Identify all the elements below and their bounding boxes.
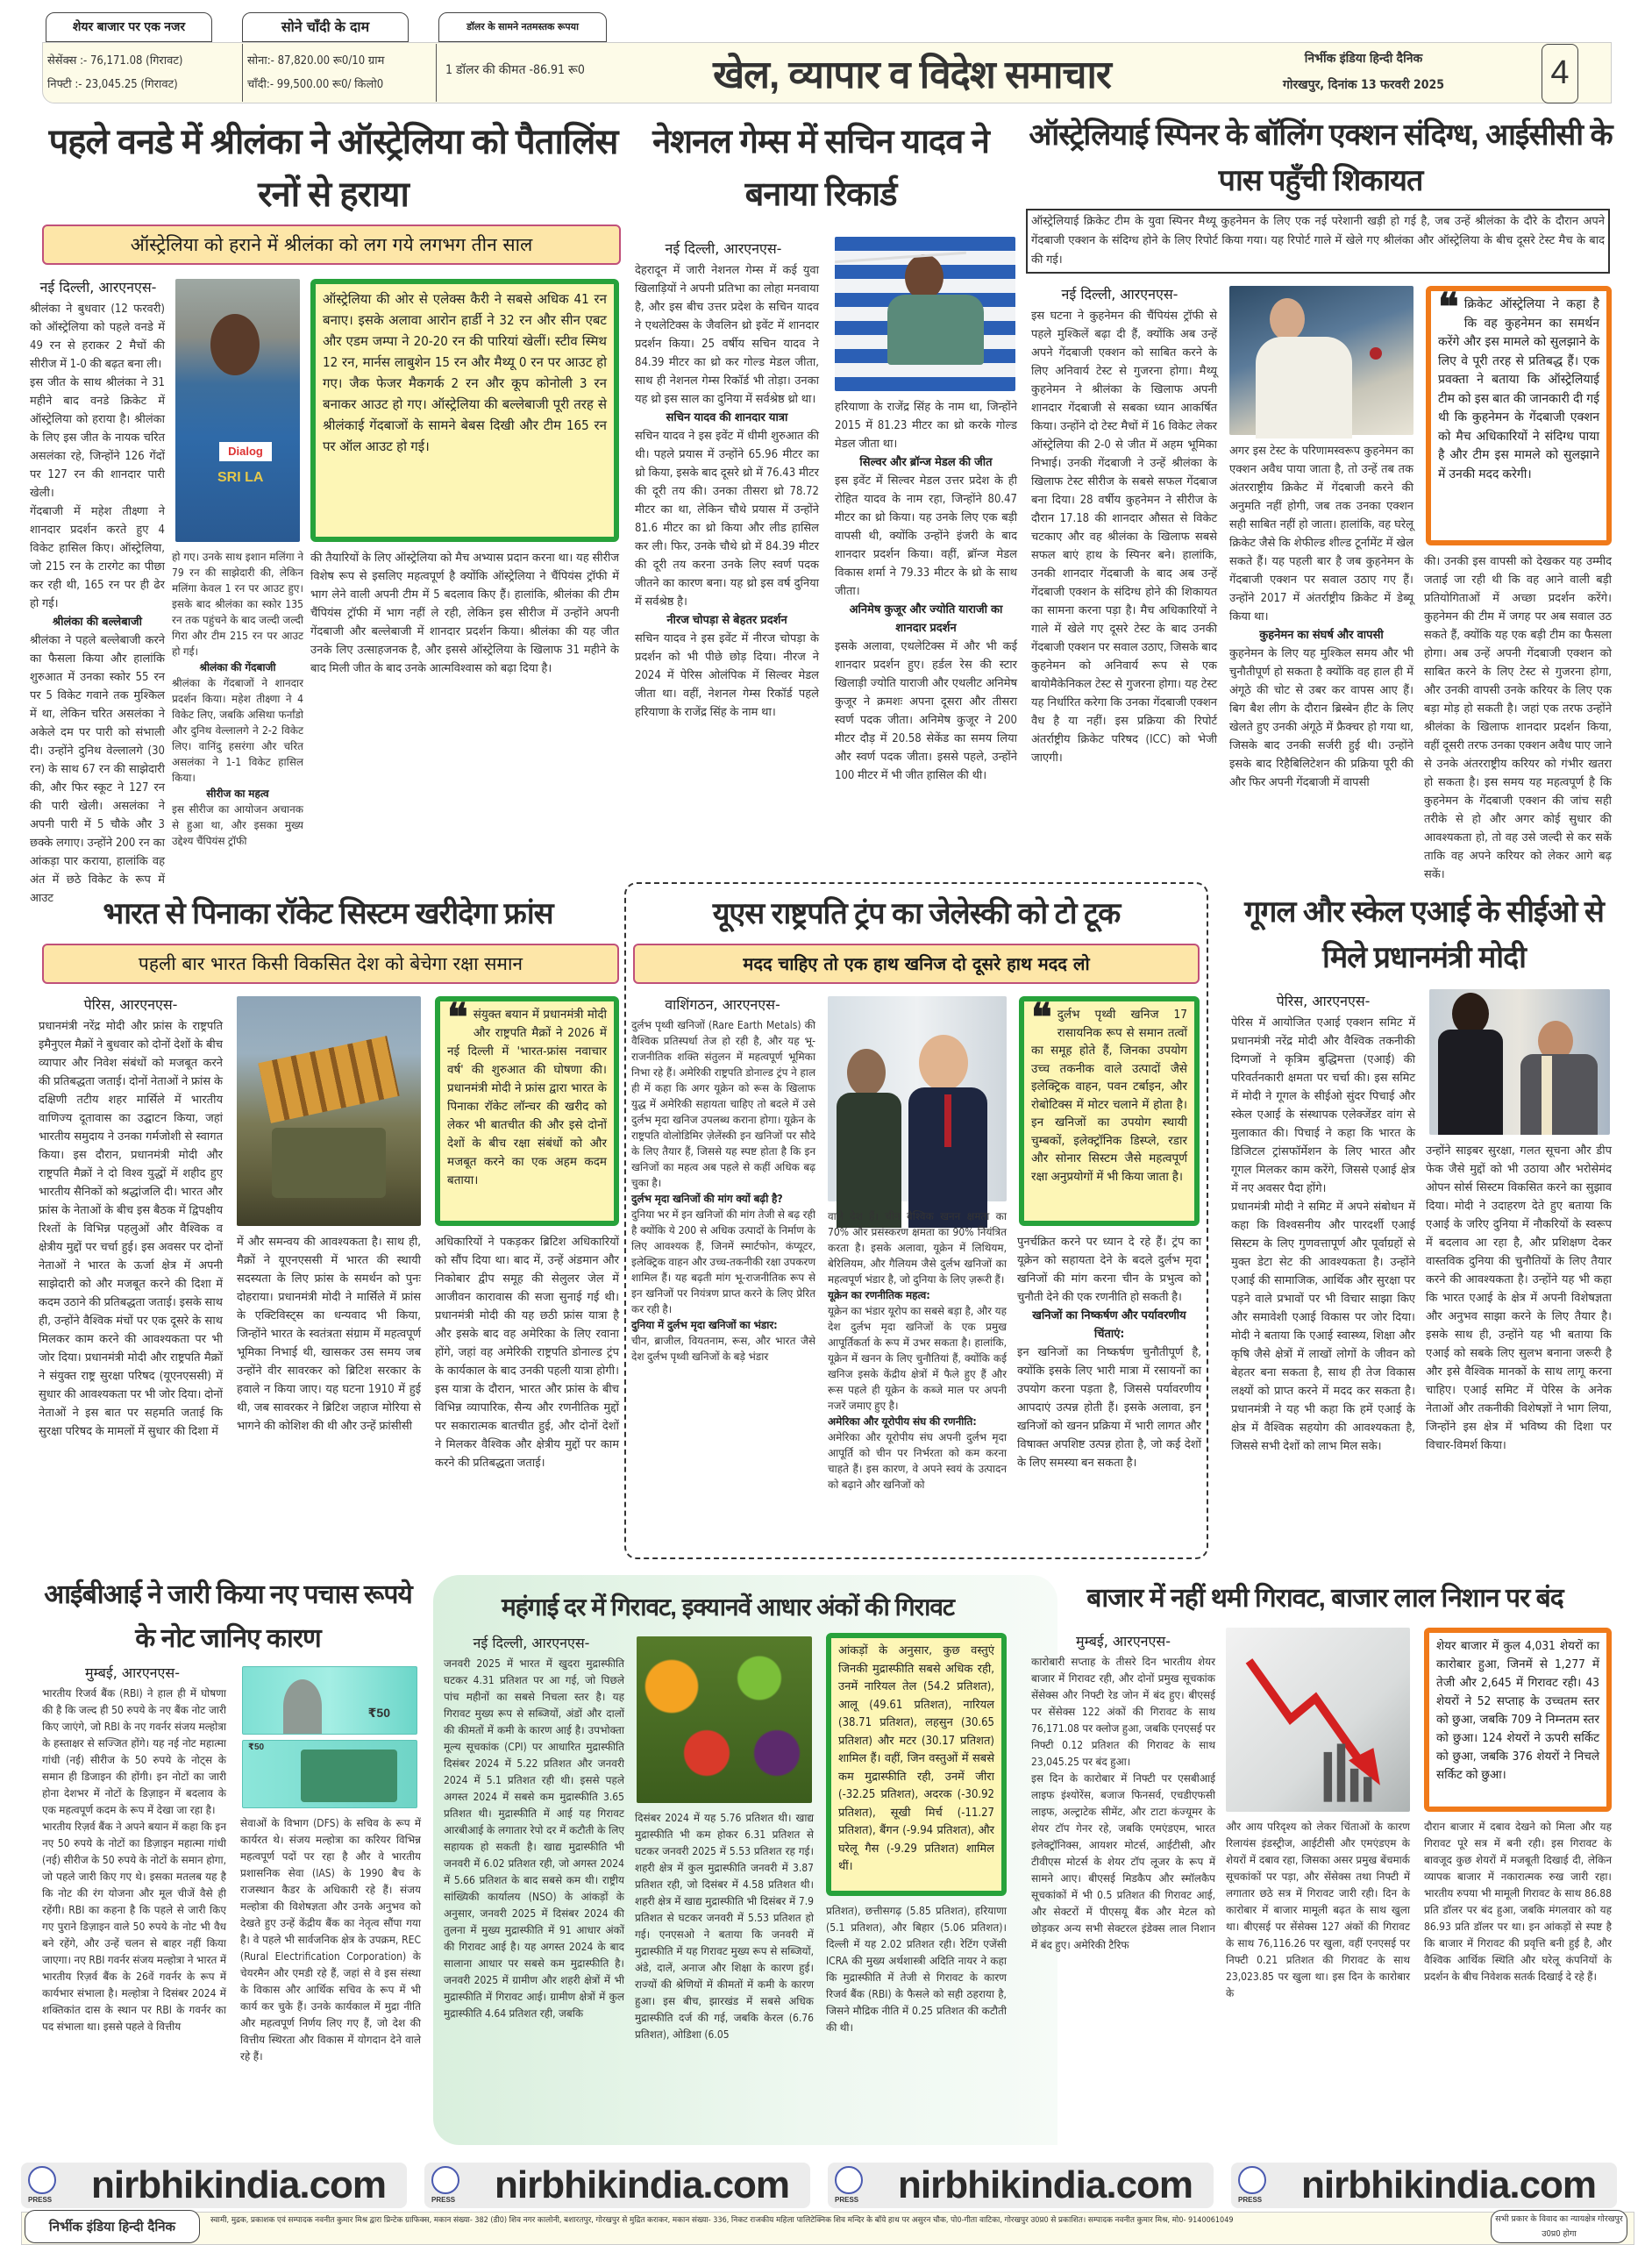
photo-50-note-back: ₹50 xyxy=(242,1740,417,1808)
paragraph: देहरादून में जारी नेशनल गेम्स में कई युवा खिलाड़ियों ने अपनी प्रतिभा का लोहा मनवाया है, और इस बीच उत्तर प्रदेश के सचिन यादव ने एथलेटिक्स के जैवलिन थ्रो इवेंट में शानदार प्रदर्शन किया। 25 वर्षीय सचिन यादव ने 84.39 मीटर का थ्रो कर गोल्ड मेडल जीता, साथ ही नेशनल गेम्स रिकॉर्ड भी तोड़ा। उनका यह थ्रो इस साल का दुनिया में सर्वश्रेष्ठ थ्रो था। xyxy=(635,264,819,406)
subheading: खनिजों का निष्कर्षण और पर्यावरणीय चिंताएं: xyxy=(1032,1309,1186,1341)
photo-50-note-front: ₹50 xyxy=(242,1666,417,1735)
story8-col1: जनवरी 2025 में भारत में खुदरा मुद्रास्फीति घटकर 4.31 प्रतिशत पर आ गई, जो पिछले पांच महीनों का सबसे निचला स्तर है। यह गिरावट मुख्य रूप से सब्जियों, अंडों और दालों की कीमतों में कमी के कारण आई है। उपभोक्ता मूल्य सूचकांक (CPI) पर आधारित मुद्रास्फीति दिसंबर 2024 में 5.22 प्रतिशत और जनवरी 2024 में 5.1 प्रतिशत रही थी। इससे पहले अगस्त 2024 में सबसे कम मुद्रास्फीति 3.65 प्रतिशत थी। मुद्रास्फीति में आई यह गिरावट आरबीआई के लगातार रेपो दर में कटौती के लिए सहायक हो सकती है। खाद्य मुद्रास्फीति भी जनवरी में 6.02 प्रतिशत रही, जो अगस्त 2024 में 5.66 प्रतिशत के बाद सबसे कम थी। राष्ट्रीय सांख्यिकी कार्यालय (NSO) के आंकड़ों के अनुसार, जनवरी 2025 में दिसंबर 2024 की तुलना में मुख्य मुद्रास्फीति में 91 आधार अंकों की गिरावट आई है। यह अगस्त 2024 के बाद सालाना आधार पर सबसे कम मुद्रास्फीति है। जनवरी 2025 में ग्रामीण और शहरी क्षेत्रों में भी मुद्रास्फीति में गिरावट आई। ग्रामीण क्षेत्रों में कुल मुद्रास्फीति 4.64 प्रतिशत रही, जबकि xyxy=(444,1657,624,2020)
quote-icon: ❝ xyxy=(1438,285,1459,330)
paragraph: इस सीरीज का आयोजन अचानक से हुआ था, और इसका मुख्य उद्देश्य चैंपियंस ट्रॉफी xyxy=(172,803,303,847)
subheading: श्रीलंका की गेंदबाजी xyxy=(199,661,276,674)
press-label: PRESS xyxy=(835,2196,859,2204)
paragraph: दुर्लभ पृथ्वी खनिजों (Rare Earth Metals) की वैश्विक प्रतिस्पर्धा तेज हो रही है, और यह भू-राजनीतिक शक्ति संतुलन में महत्वपूर्ण भूमिका निभा रहे हैं। अमेरिकी राष्ट्रपति डोनाल्ड ट्रंप ने हाल ही में कहा कि अगर यूक्रेन को रूस के खिलाफ युद्ध में अमेरिकी सहायता चाहिए तो बदले में उसे दुर्लभ मृदा खनिज उपलब्ध कराना होगा। यूक्रेन के राष्ट्रपति वोलोडिमिर ज़ेलेंस्की इन खनिजों पर सौदे के लिए तैयार हैं, जिससे यह स्पष्ट होता है कि इन खनिजों का महत्व अब पहले से कहीं अधिक बढ़ चुका है। xyxy=(631,1019,815,1189)
paragraph: इस दिन के कारोबार में निफ्टी पर एसबीआई लाइफ इंश्योरेंस, बजाज फिनसर्व, एचडीएफसी लाइफ, अल्ट्राटेक सीमेंट, और टाटा कंज्यूमर के शेयर टॉप गेनर रहे, जबकि एमएंडएम, भारत इलेक्ट्रॉनिक्स, आयशर मोटर्स, आईटीसी, और टीवीएस मोटर्स के शेयर टॉप लूजर के रूप में सामने आए। बीएसई मिडकैप और स्मॉलकैप सूचकांकों में भी 0.5 प्रतिशत की गिरावट आई, और सेक्टरों में पीएसयू बैंक और मेटल को छोड़कर अन्य सभी सेक्टरल इंडेक्स लाल निशान में बंद हुए। अमेरिकी टैरिफ xyxy=(1031,1772,1215,1951)
paragraph: सचिन यादव ने इस इवेंट में नीरज चोपड़ा के प्रदर्शन को भी पीछे छोड़ दिया। नीरज ने 2024 में पेरिस ओलंपिक में सिल्वर मेडल जीता था। वहीं, नेशनल गेम्स रिकॉर्ड पहले हरियाणा के राजेंद्र सिंह के नाम था। xyxy=(635,632,819,719)
nifty-value: निफ्टी :- 23,045.25 (गिरावट) xyxy=(47,78,178,91)
paragraph: अमेरिका और यूरोपीय संघ अपनी दुर्लभ मृदा आपूर्ति को चीन पर निर्भरता को कम करना चाहते हैं। इस कारण, वे अपने स्वयं के उत्पादन को बढ़ाने और खनिजों को xyxy=(828,1431,1007,1491)
story5-kicker: मदद चाहिए तो एक हाथ खनिज दो दूसरे हाथ मदद लो xyxy=(633,944,1200,984)
paragraph: पेरिस में आयोजित एआई एक्शन समिट में प्रधानमंत्री नरेंद्र मोदी और वैश्विक तकनीकी दिग्गजों ने कृत्रिम बुद्धिमत्ता (एआई) की परिवर्तनकारी क्षमता पर चर्चा की। इस समिट में मोदी ने गूगल के सीईओ सुंदर पिचाई और स्केल एआई के संस्थापक एलेक्जेंडर वांग से मुलाकात की। पिचाई ने कहा कि भारत के डिजिटल ट्रांसफॉर्मेशन के लिए भारत और गूगल मिलकर काम करेंगे, जिससे एआई क्षेत्र में नए अवसर पैदा होंगे। xyxy=(1231,1016,1415,1195)
subheading: श्रीलंका की बल्लेबाजी xyxy=(52,616,143,629)
story9-col3: दौरान बाजार में दबाव देखने को मिला और यह गिरावट पूरे सत्र में बनी रही। इस गिरावट के बावजूद कुछ शेयरों में मजबूती दिखाई दी, लेकिन व्यापक बाजार में नकारात्मक रुख जारी रहा। भारतीय रुपया भी मामूली गिरावट के साथ 86.88 प्रति डॉलर पर बंद हुआ, जबकि मंगलवार को यह 86.93 प्रति डॉलर पर था। इन आंकड़ों से स्पष्ट है कि बाजार में गिरावट की प्रवृत्ति बनी हुई है, और वैश्विक आर्थिक स्थिति और घरेलू कंपनियों के प्रदर्शन के बीच निवेशक सतर्क दिखाई दे रहे हैं। xyxy=(1424,1821,1612,1983)
callout-text: संयुक्त बयान में प्रधानमंत्री मोदी और राष्ट्रपति मैक्रों ने 2026 में नई दिल्ली में 'भारत-फ्रांस नवाचार वर्ष' की शुरुआत की घोषणा की। प्रधानमंत्री मोदी ने फ्रांस द्वारा भारत के पिनाका रॉकेट लॉन्चर की खरीद को लेकर भी बातचीत की और इसे दोनों देशों के बीच रक्षा संबंधों को और मजबूत करने का एक अहम कदम बताया। xyxy=(447,1008,607,1187)
silver-price: चाँदी:- 99,500.00 रू0/ किलो0 xyxy=(247,78,384,91)
paragraph: भारतीय रिजर्व बैंक (RBI) ने हाल ही में घोषणा की है कि जल्द ही 50 रुपये के नए बैंक नोट जारी किए जाएंगे, जो RBI के नए गवर्नर संजय मल्होत्रा के हस्ताक्षर से सज्जित होंगे। यह नई नोट महात्मा गांधी (नई) सीरीज के 50 रुपये के नोट्स के समान ही डिजाइन की होंगी। इन नोटों का जारी होना देशभर में नोटों के डिज़ाइन में बदलाव के एक महत्वपूर्ण कदम के रूप में देखा जा रहा है। xyxy=(42,1687,226,1816)
down-trend-arrow-icon xyxy=(1226,1628,1410,1812)
jurisdiction-note: सभी प्रकार के विवाद का न्यायक्षेत्र गोरखपुर उ0प्र0 होगा xyxy=(1491,2210,1627,2243)
story5-dateline: वाशिंगठन, आरएनएस- xyxy=(665,996,780,1013)
story3-headline: ऑस्ट्रेलियाई स्पिनर के बॉलिंग एक्शन संदिग्ध, आईसीसी के पास पहुँची शिकायत xyxy=(1029,118,1613,197)
press-logo-icon xyxy=(431,2166,459,2194)
subheading: नीरज चोपड़ा से बेहतर प्रदर्शन xyxy=(666,614,787,627)
story8-col2: दिसंबर 2024 में यह 5.76 प्रतिशत थी। खाद्य मुद्रास्फीति भी कम होकर 6.31 प्रतिशत से घटकर जनवरी 2025 में 5.53 प्रतिशत रह गई। शहरी क्षेत्र में कुल मुद्रास्फीति जनवरी में 3.87 प्रतिशत रही, जो दिसंबर में 4.58 प्रतिशत थी। शहरी क्षेत्र में खाद्य मुद्रास्फीति भी दिसंबर में 7.9 प्रतिशत से घटकर जनवरी में 5.53 प्रतिशत हो गई। एनएसओ ने बताया कि जनवरी में मुद्रास्फीति में यह गिरावट मुख्य रूप से सब्जियों, अंडे, दालें, अनाज और शिक्षा के कारण हुई। राज्यों की श्रेणियों में कीमतों में कमी के कारण हुआ। इस बीच, झारखंड में सबसे अधिक मुद्रास्फीति दर्ज की गई, जबकि केरल (6.76 प्रतिशत), ओडिशा (6.05 xyxy=(635,1812,814,2041)
story6-headline: गूगल और स्केल एआई के सीईओ से मिले प्रधानमंत्री मोदी xyxy=(1244,895,1604,974)
dollar-price: 1 डॉलर की कीमत -86.91 रू0 xyxy=(445,63,585,77)
paragraph: पुनर्चक्रित करने पर ध्यान दे रहे हैं। ट्रंप का यूक्रेन को सहायता देने के बदले दुर्लभ मृदा खनिजों की मांग करना चीन के प्रभुत्व को चुनौती देने की एक रणनीति हो सकती है। xyxy=(1017,1236,1201,1304)
story9-callout: शेयर बाजार में कुल 4,031 शेयरों का कारोबार हुआ, जिनमें से 1,277 में तेजी और 2,645 में गिरावट रही। 43 शेयरों ने 52 सप्ताह के उच्चतम स्तर को छुआ, जबकि 709 ने निम्नतम स्तर को छुआ। 124 शेयरों ने ऊपरी सर्किट को छुआ, जबकि 376 शेयरों ने निचले सर्किट को छुआ। xyxy=(1424,1628,1612,1812)
section-title: खेल, व्यापार व विदेश समाचार xyxy=(713,53,1111,96)
paragraph: वाले देश हैं। चीन वैश्विक खनन क्षमता का 70% और प्रसंस्करण क्षमता का 90% नियंत्रित करता है। इसके अलावा, यूक्रेन में लिथियम, बेरिलियम, और गैलियम जैसे दुर्लभ खनिजों का महत्वपूर्ण भंडार है, जो दुनिया के लिए ज़रूरी हैं। xyxy=(828,1210,1007,1286)
sensex-value: सेसेंक्स :- 76,171.08 (गिरावट) xyxy=(47,54,183,68)
paragraph: प्रधानमंत्री मोदी ने समिट में अपने संबोधन में कहा कि विश्वसनीय और पारदर्शी एआई सिस्टम के लिए गुणवत्तापूर्ण और पूर्वाग्रहों से मुक्त डेटा सेट की आवश्यकता है। उन्होंने एआई की सामाजिक, आर्थिक और सुरक्षा पर पड़ने वाले प्रभावों पर भी विचार साझा किए और समावेशी एआई विकास पर जोर दिया। मोदी ने बताया कि एआई स्वास्थ्य, शिक्षा और कृषि जैसे क्षेत्रों में लाखों लोगों के जीवन को बेहतर बना सकता है, साथ ही तेज विकास लक्ष्यों को प्राप्त करने में मदद कर सकता है। प्रधानमंत्री ने यह भी कहा कि हमें एआई के क्षेत्र में वैश्विक सहयोग की आवश्यकता है, जिससे सभी देशों को लाभ मिल सके। xyxy=(1231,1201,1415,1453)
bullion-info xyxy=(247,49,431,96)
photo-modi-pichai xyxy=(1429,989,1610,1135)
gold-price: सोना:- 87,820.00 रू0/10 ग्राम xyxy=(247,54,385,68)
story6-col2: उन्होंने साइबर सुरक्षा, गलत सूचना और डीप फेक जैसे मुद्दों को भी उठाया और भरोसेमंद ओपन सोर्स सिस्टम विकसित करने का सुझाव दिया। मोदी ने उदाहरण देते हुए बताया कि एआई के जरिए दुनिया में नौकरियों के स्वरूप में बदलाव आ रहा है, और प्रशिक्षण देकर वास्तविक दुनिया की चुनौतियों के लिए तैयार करने की आवश्यकता है। उन्होंने यह भी कहा कि भारत एआई के क्षेत्र में अपनी विशेषज्ञता और अनुभव साझा करने के लिए तैयार है। इसके साथ ही, उन्होंने यह भी बताया कि एआई को सबके लिए सुलभ बनाना जरूरी है और इसे वैश्विक मानकों के साथ लागू करना चाहिए। एआई समिट में पेरिस के अनेक नेताओं और तकनीकी विशेषज्ञों ने भाग लिया, जिन्होंने इस क्षेत्र में भविष्य की दिशा पर विचार-विमर्श किया। xyxy=(1426,1144,1612,1452)
story8-headline: महंगाई दर में गिरावट, इक्यानवें आधार अंकों की गिरावट xyxy=(501,1593,955,1621)
press-logo-icon xyxy=(835,2166,863,2194)
story4-dateline: पेरिस, आरएनएस- xyxy=(83,996,178,1013)
story2-col1 xyxy=(635,261,819,861)
story8-dateline: नई दिल्ली, आरएनएस- xyxy=(473,1635,590,1651)
callout-text: दुर्लभ पृथ्वी खनिज 17 रासायनिक रूप से समान तत्वों का समूह होते हैं, जिनका उपयोग उच्च तकनीक वाले उत्पादों जैसे इलेक्ट्रिक वाहन, पवन टर्बाइन, और रोबोटिक्स में मोटर चलाने में होता है। इन खनिजों का उपयोग स्थायी चुम्बकों, इलेक्ट्रॉनिक डिस्प्ले, रडार और सोनार सिस्टम जैसे महत्वपूर्ण रक्षा अनुप्रयोगों में भी किया जाता है। xyxy=(1031,1008,1187,1184)
subheading: अनिमेष कुजूर और ज्योति याराजी का शानदार प्रदर्शन xyxy=(849,603,1003,635)
subheading: अमेरिका और यूरोपीय संघ की रणनीति: xyxy=(828,1415,977,1428)
story4-col3: अधिकारियों ने पकड़कर ब्रिटिश अधिकारियों को सौंप दिया था। बाद में, उन्हें अंडमान और निकोबार द्वीप समूह की सेलुलर जेल में आजीवन कारावास की सजा सुनाई गई थी। प्रधानमंत्री मोदी की यह छठी फ्रांस यात्रा है और इसके बाद वह अमेरिका के लिए रवाना होंगे, जहां वह अमेरिकी राष्ट्रपति डोनाल्ड ट्रंप के कार्यकाल के बाद उनकी पहली यात्रा होगी। इस यात्रा के दौरान, भारत और फ्रांस के बीच विभिन्न व्यापारिक, सैन्य और रणनीतिक मुद्दों पर सकारात्मक बातचीत हुई, और दोनों देशों ने मिलकर वैश्विक और क्षेत्रीय मुद्दों पर काम करने की प्रतिबद्धता जताई। xyxy=(435,1236,619,1470)
story1-col3: की तैयारियों के लिए ऑस्ट्रेलिया को मैच अभ्यास प्रदान करना था। यह सीरीज विशेष रूप से इसलिए महत्वपूर्ण है क्योंकि ऑस्ट्रेलिया ने चैंपियंस ट्रॉफी में भाग लेने वाली अपनी टीम में 5 बदलाव किए हैं। हालांकि, श्रीलंका की टीम चैंपियंस ट्रॉफी में भाग नहीं ले रही, लेकिन इस सीरीज में उन्होंने अपनी गेंदबाजी और बल्लेबाजी में शानदार प्रदर्शन किया। श्रीलंका की यह जीत उनके लिए उत्साहजनक है, और इससे ऑस्ट्रेलिया के खिलाफ 31 महीने के बाद मिली जीत के बाद उनके आत्मविश्वास को बढ़ा दिया है। xyxy=(310,552,619,675)
story9-headline: बाजार में नहीं थमी गिरावट, बाजार लाल निशान पर बंद xyxy=(1086,1584,1563,1613)
story1-dateline: नई दिल्ली, आरएनएस- xyxy=(39,279,157,296)
press-logo-icon xyxy=(1238,2166,1266,2194)
story2-col2 xyxy=(835,398,1017,861)
paragraph: श्रीलंका ने पहले बल्लेबाजी करने का फैसला किया और हालांकि शुरुआत में उनका स्कोर 55 रन पर 5 विकेट गवाने तक मुश्किल में था, लेकिन चरित असलंका ने अकेले दम पर पारी को संभाली दी। उन्होंने दुनिथ वेल्लालगे (30 रन) के साथ 67 रन की साझेदारी की, और फिर स्कूट ने 127 रन की पारी खेली। असलंका ने अपनी पारी में 5 चौके और 3 छक्के लगाए। उन्होंने 200 रन का आंकड़ा पार कराया, हालांकि वह अंत में छठे विकेट के रूप में आउट xyxy=(30,634,165,905)
story5-callout xyxy=(1019,996,1200,1226)
story4-headline: भारत से पिनाका रॉकेट सिस्टम खरीदेगा फ्रांस xyxy=(103,897,553,930)
paragraph: सचिन यादव ने इस इवेंट में धीमी शुरुआत की थी। पहले प्रयास में उन्होंने 65.96 मीटर का थ्रो किया, इसके बाद दूसरे थ्रो में 76.43 मीटर की दूरी तय की। उनका तीसरा थ्रो 78.72 मीटर का था, लेकिन चौथे प्रयास में उन्होंने 81.6 मीटर का थ्रो किया और लीड हासिल कर ली। फिर, उनके चौथे थ्रो में 84.39 मीटर की दूरी तय करना उनके लिए स्वर्ण पदक जीतने का कारण बना। यह थ्रो इस वर्ष दुनिया में सर्वश्रेष्ठ है। xyxy=(635,430,819,609)
callout-text: क्रिकेट ऑस्ट्रेलिया ने कहा है कि वह कुहनेमन का समर्थन करेंगे और इस मामले को सुलझाने के लिए वे पूरी तरह से प्रतिबद्ध हैं। एक प्रवक्ता ने बताया कि ऑस्ट्रेलियाई टीम को इस बात की जानकारी दी गई थी कि कुहनेमन के गेंदबाजी एक्शन को मैच अधिकारियों ने संदिग्ध पाया है और टीम इस मामले को सुलझाने में उनकी मदद करेगी। xyxy=(1438,297,1599,481)
divider xyxy=(242,44,243,102)
subheading: यूक्रेन का रणनीतिक महत्व: xyxy=(828,1289,930,1301)
press-label: PRESS xyxy=(28,2196,53,2204)
paragraph: हो गए। उनके साथ इशान मलिंगा ने 79 रन की साझेदारी की, लेकिन मलिंगा केवल 1 रन पर आउट हुए। इसके बाद श्रीलंका का स्कोर 135 रन तक पहुंचने के बाद जल्दी जल्दी गिरा और टीम 215 रन पर आउट हो गई। xyxy=(172,551,303,658)
photo-javelin xyxy=(835,237,1015,391)
paragraph: गेंदबाजी में महेश तीक्ष्णा ने शानदार प्रदर्शन करते हुए 4 विकेट हासिल किए। ऑस्ट्रेलिया, जो 215 रन के टारगेट का पीछा कर रही थी, 165 रन पर ही ढेर हो गई। xyxy=(30,505,165,610)
photo-pinaka xyxy=(237,996,421,1226)
story5-col3 xyxy=(1017,1233,1201,1550)
story9-col2: और आय परिदृश्य को लेकर चिंताओं के कारण रिलायंस इंडस्ट्रीज, आईटीसी और एमएंडएम के शेयरों में दबाव रहा, जिसका असर प्रमुख बेंचमार्क सूचकांकों पर पड़ा, और सेंसेक्स तथा निफ्टी में लगातार छठे सत्र में गिरावट जारी रही। दिन के कारोबार में बाजार मामूली बढ़त के साथ खुला था। बीएसई पर सेंसेक्स 127 अंकों की गिरावट के साथ 76,116.26 पर खुला, वहीं एनएसई पर निफ्टी 0.21 प्रतिशत की गिरावट के साथ 23,023.85 पर खुला था। इस दिन के कारोबार के xyxy=(1226,1821,1410,1999)
story8-callout: आंकड़ों के अनुसार, कुछ वस्तुएं जिनकी मुद्रास्फीति सबसे अधिक रही, उनमें नारियल तेल (54.2 प्रतिशत), आलू (49.61 प्रतिशत), नारियल (38.71 प्रतिशत), लहसुन (30.65 प्रतिशत) और मटर (30.17 प्रतिशत) शामिल हैं। वहीं, जिन वस्तुओं में सबसे कम मुद्रास्फीति रही, उनमें जीरा (-32.25 प्रतिशत), अदरक (-30.92 प्रतिशत), सूखी मिर्च (-11.27 प्रतिशत), बैंगन (-9.94 प्रतिशत), और घरेलू गैस (-9.29 प्रतिशत) शामिल थीं। xyxy=(826,1633,1007,1896)
imprint-text: स्वामी, मुद्रक, प्रकाशक एवं सम्पादक नवनीत कुमार मिश्र द्वारा प्रिन्टेक ग्राफिक्स, मकान संख्या- 382 (डी0) शिव नगर कालोनी, बशारतपुर, गोरखपुर से मुद्रित कराकर, मकान संख्या- 336, निकट राजकीय महिला पालिटेक्निक शिव मन्दिर के बाँये हाथ पर असुरन चौक, पो0-गीता वाटिका, गोरखपुर उ0प्र0 से प्रकाशित। सम्पादक नवनीत कुमार मिश्र, मो0- 9140061049 xyxy=(210,2216,1234,2225)
story6-col1 xyxy=(1231,1014,1415,1549)
dollar-tab: डॉलर के सामने नतमस्तक रूपया xyxy=(438,12,607,42)
footer-paper-name: निर्भीक इंडिया हिन्दी दैनिक xyxy=(25,2210,200,2243)
paragraph: अगर इस टेस्ट के परिणामस्वरूप कुहनेमन का एक्शन अवैध पाया जाता है, तो उन्हें तब तक अंतरराष्ट्रीय क्रिकेट में गेंदबाजी करने की अनुमति नहीं होगी, जब तक उनका एक्शन सही साबित नहीं हो जाता। हालांकि, वह घरेलू क्रिकेट जैसे कि शेफील्ड शील्ड टूर्नामेंट में खेल सकते हैं। यह पहली बार है जब कुहनेमन के गेंदबाजी एक्शन पर सवाल उठाए गए हैं। उन्होंने 2017 में अंतर्राष्ट्रीय क्रिकेट में डेब्यू किया था। xyxy=(1229,445,1413,624)
site-url[interactable]: nirbhikindia.com xyxy=(1301,2163,1597,2206)
divider xyxy=(436,44,437,102)
gold-tab: सोने चाँदी के दाम xyxy=(242,12,409,42)
site-url[interactable]: nirbhikindia.com xyxy=(495,2163,790,2206)
story7-headline: आईबीआई ने जारी किया नए पचास रूपये के नोट जानिए कारण xyxy=(44,1580,412,1653)
story9-col1 xyxy=(1031,1654,1215,2138)
paragraph: भारतीय रिज़र्व बैंक ने अपने बयान में कहा कि इन नए 50 रुपये के नोटों का डिज़ाइन महात्मा गांधी (नई) सीरीज के 50 रुपये के नोटों के समान होगा, जो पहले जारी किए गए थे। इसका मतलब यह है कि नोट की रंग योजना और मूल चीजें वैसे ही रहेंगी। RBI का कहना है कि पहले से जारी किए गए पुराने डिज़ाइन वाले 50 रुपये के नोट भी वैध बने रहेंगे, और उन्हें चलन से बाहर नहीं किया जाएगा। नए RBI गवर्नर संजय मल्होत्रा ने भारत में भारतीय रिज़र्व बैंक के 26वें गवर्नर के रूप में कार्यभार संभाला है। मल्होत्रा ने दिसंबर 2024 में शक्तिकांत दास के स्थान पर RBI के गवर्नर का पद संभाला था। इससे पहले वे वित्तीय xyxy=(42,1821,226,2033)
story4-callout xyxy=(435,996,619,1226)
paragraph: इसके अलावा, एथलेटिक्स में और भी कई शानदार प्रदर्शन हुए। हर्डल रेस की स्टार खिलाड़ी ज्योति याराजी और एथलीट अनिमेष कुजूर ने क्रमशः अपना दूसरा और तीसरा स्वर्ण पदक जीता। अनिमेष कुजूर ने 200 मीटर दौड़ में 20.58 सेकेंड का समय लिया और स्वर्ण पदक जीता। इससे पहले, उन्होंने 100 मीटर में भी जीत हासिल की थी। xyxy=(835,640,1017,782)
paragraph: इन खनिजों का निष्कर्षण चुनौतीपूर्ण है, क्योंकि इसके लिए भारी मात्रा में रसायनों का उपयोग करना पड़ता है, जिससे पर्यावरणीय आपदाएं उत्पन्न होती हैं। इसके अलावा, इन खनिजों को खनन प्रक्रिया में भारी लागत और विषाक्त अपशिष्ट उत्पन्न होता है, जो कई देशों के लिए समस्या बन सकता है। xyxy=(1017,1346,1201,1470)
subheading: सीरीज का महत्व xyxy=(206,788,269,800)
story3-col1: इस घटना ने कुहनेमन की चैंपियंस ट्रॉफी से पहले मुश्किलें बढ़ा दी हैं, क्योंकि अब उन्हें अपने गेंदबाजी एक्शन को साबित करने के लिए अनिवार्य टेस्ट से गुजरना होगा। मैथ्यू कुहनेमन ने श्रीलंका के खिलाफ अपनी शानदार गेंदबाजी से सबका ध्यान आकर्षित किया। उन्होंने दो टेस्ट मैचों में 16 विकेट लेकर ऑस्ट्रेलिया की 2-0 से जीत में अहम भूमिका निभाई। उनकी गेंदबाजी ने उन्हें श्रीलंका के खिलाफ टेस्ट सीरीज के सबसे सफल गेंदबाज बना दिया। 28 वर्षीय कुहनेमन ने सीरीज के दौरान 17.18 की शानदार औसत से विकेट चटकाए और वह श्रीलंका के खिलाफ सबसे सफल बाएं हाथ के स्पिनर बने। हालांकि, उनकी शानदार गेंदबाजी के बाद अब उन्हें गेंदबाजी एक्शन के संदिग्ध होने की शिकायत का सामना करना पड़ा है। मैच अधिकारियों ने गाले में खेले गए दूसरे टेस्ट के बाद उनकी गेंदबाजी एक्शन पर सवाल उठाए, जिसके बाद कुहनेमन को अनिवार्य रूप से एक बायोमैकेनिकल टेस्ट से गुजरना होगा। यह टेस्ट यह निर्धारित करेगा कि उनका गेंदबाजी एक्शन वैध है या नहीं। इस प्रक्रिया की रिपोर्ट अंतर्राष्ट्रीय क्रिकेट परिषद (ICC) को भेजी जाएगी। xyxy=(1031,310,1217,765)
site-url[interactable]: nirbhikindia.com xyxy=(898,2163,1193,2206)
paragraph: हरियाणा के राजेंद्र सिंह के नाम था, जिन्होंने 2015 में 81.23 मीटर का थ्रो करके गोल्ड मेडल जीता था। xyxy=(835,401,1017,451)
story2-dateline: नई दिल्ली, आरएनएस- xyxy=(665,240,782,257)
site-url[interactable]: nirbhikindia.com xyxy=(91,2163,387,2206)
page-number: 4 xyxy=(1542,44,1578,103)
paragraph: कुहनेमन के लिए यह मुश्किल समय और भी चुनौतीपूर्ण हो सकता है क्योंकि वह हाल ही में अंगूठे की चोट से उबर कर वापस आए हैं। बिग बैश लीग के दौरान ब्रिस्बेन हीट के लिए खेलते हुए उनकी अंगूठे में फ्रैक्चर हो गया था, जिसके बाद उनकी सर्जरी हुई थी। उन्होंने इसके बाद रिहैबिलिटेशन की प्रक्रिया पूरी की और फिर अपनी गेंदबाजी में वापसी xyxy=(1229,647,1413,789)
story4-col2: में और समन्वय की आवश्यकता है। साथ ही, मैक्रों ने यूएनएससी में भारत की स्थायी सदस्यता के लिए फ्रांस के समर्थन को पुनः दोहराया। प्रधानमंत्री मोदी ने मार्सिले में फ्रांस के एक्टिविस्ट्स का धन्यवाद भी किया, जिन्होंने भारत के स्वतंत्रता संग्राम में महत्वपूर्ण भूमिका निभाई थी, खासकर उस समय जब उन्होंने वीर सावरकर को ब्रिटिश सरकार के हवाले न किया जाए। यह घटना 1910 में हुई थी, जब सावरकर ने ब्रिटिश जहाज मोरिया से भागने की कोशिश की थी और उन्हें फ्रांसीसी xyxy=(237,1236,421,1433)
paragraph: इस इवेंट में सिल्वर मेडल उत्तर प्रदेश के ही रोहित यादव के नाम रहा, जिन्होंने 80.47 मीटर का थ्रो किया। यह उनके लिए एक बड़ी वापसी थी, क्योंकि उन्होंने इंजरी के बाद शानदार प्रदर्शन किया। वहीं, ब्रॉन्ज मेडल विकास शर्मा ने 79.33 मीटर के थ्रो के साथ जीता। xyxy=(835,474,1017,598)
story3-col3: की। उनकी इस वापसी को देखकर यह उम्मीद जताई जा रही थी कि वह आने वाली बड़ी प्रतियोगिताओं में अच्छा प्रदर्शन करेंगे। कुहनेमन की टीम में जगह पर अब सवाल उठ सकते हैं, क्योंकि यह एक बड़ी टीम का फैसला होगा। अब उन्हें अपनी गेंदबाजी एक्शन को साबित करने के लिए टेस्ट से गुजरना होगा, और उनकी वापसी उनके करियर के लिए एक बड़ा मोड़ हो सकती है। जहां एक तरफ उन्होंने श्रीलंका के खिलाफ शानदार प्रदर्शन किया, वहीं दूसरी तरफ उनका एक्शन अवैध पाए जाने से उनके अंतरराष्ट्रीय करियर को गंभीर खतरा हो सकता है। इस समय यह महत्वपूर्ण है कि कुहनेमन के गेंदबाजी एक्शन की जांच सही तरीके से हो और अगर कोई सुधार की आवश्यकता हो, तो वह उसे जल्दी से कर सकें ताकि वह अपने करियर को लेकर आगे बढ़ सकें। xyxy=(1424,555,1612,881)
story1-col2 xyxy=(172,549,303,861)
photo-trump-zelensky xyxy=(828,996,1007,1201)
paper-info xyxy=(1263,46,1464,98)
story3-col2 xyxy=(1229,442,1413,861)
subheading: दुर्लभ मृदा खनिजों की मांग क्यों बढ़ी है? xyxy=(631,1193,783,1205)
story7-col1 xyxy=(42,1686,226,2138)
story5-col1 xyxy=(631,1017,815,1550)
paragraph: श्रीलंका के गेंदबाजों ने शानदार प्रदर्शन किया। महेश तीक्ष्णा ने 4 विकेट लिए, जबकि असिथा फर्नांडो और दुनिथ वेल्लालगे ने 2-2 विकेट लिए। वानिंदु हसरंगा और चरित असलंका ने 1-1 विकेट हासिल किया। xyxy=(172,677,303,784)
subheading: सिल्वर और ब्रॉन्ज मेडल की जीत xyxy=(859,456,993,469)
footer-site-2 xyxy=(424,2163,810,2208)
story2-headline: नेशनल गेम्स में सचिन यादव ने बनाया रिकार्ड xyxy=(652,124,989,213)
photo-market-down xyxy=(1226,1628,1410,1812)
paragraph: श्रीलंका ने बुधवार (12 फरवरी) को ऑस्ट्रेलिया को पहले वनडे में 49 रन से हराकर 2 मैचों की सीरीज में 1-0 की बढ़त बना ली। xyxy=(30,303,165,371)
story4-kicker: पहली बार भारत किसी विकसित देश को बेचेगा रक्षा समान xyxy=(42,944,619,984)
subheading: सचिन यादव की शानदार यात्रा xyxy=(666,411,788,424)
paragraph: दुनिया भर में इन खनिजों की मांग तेजी से बढ़ रही है क्योंकि ये 200 से अधिक उत्पादों के निर्माण के लिए आवश्यक हैं, जिनमें स्मार्टफोन, कंप्यूटर, इलेक्ट्रिक वाहन और उच्च-तकनीकी रक्षा उपकरण शामिल हैं। यह बढ़ती मांग भू-राजनीतिक रूप से इन खनिजों पर नियंत्रण प्राप्त करने के लिए प्रेरित कर रही है। xyxy=(631,1208,815,1315)
story9-dateline: मुम्बई, आरएनएस- xyxy=(1076,1633,1171,1650)
paragraph: चीन, ब्राजील, वियतनाम, रूस, और भारत जैसे देश दुर्लभ पृथ्वी खनिजों के बड़े भंडार xyxy=(631,1335,815,1363)
press-label: PRESS xyxy=(431,2196,456,2204)
photo-kuhnemann xyxy=(1229,286,1413,435)
story3-callout xyxy=(1426,286,1612,545)
quote-icon: ❝ xyxy=(1031,995,1052,1040)
subheading: कुहनेमन का संघर्ष और वापसी xyxy=(1259,629,1384,642)
story5-col2 xyxy=(828,1208,1007,1550)
quote-icon: ❝ xyxy=(447,995,468,1040)
story1-headline: पहले वनडे में श्रीलंका ने ऑस्ट्रेलिया को पैतालिंस रनों से हराया xyxy=(48,123,618,214)
market-info xyxy=(47,49,239,96)
photo-asalanka: Dialog SRI LA xyxy=(175,279,300,542)
press-logo-icon xyxy=(28,2166,56,2194)
paper-name: निर्भीक इंडिया हिन्दी दैनिक xyxy=(1304,52,1423,66)
place-date: गोरखपुर, दिनांक 13 फरवरी 2025 xyxy=(1282,78,1445,92)
footer-site-3 xyxy=(828,2163,1214,2208)
paragraph: इस जीत के साथ श्रीलंका ने 31 महीने बाद वनडे क्रिकेट में ऑस्ट्रेलिया को हराया है। श्रीलंका के लिए इस जीत के नायक चरित असलंका रहे, जिन्होंने 126 गेंदों पर 127 रन की शानदार पारी खेली। xyxy=(30,376,165,500)
story1-callout: ऑस्ट्रेलिया की ओर से एलेक्स कैरी ने सबसे अधिक 41 रन बनाए। इसके अलावा आरोन हार्डी ने 32 रन और सीन एबट और एडम जम्पा ने 20-20 रन की पारियां खेलीं। स्टीव स्मिथ 12 रन, मार्नस लाबुशेन 15 रन और मैथ्यू 0 रन पर आउट हो गए। जैक फेजर मैकगर्क 2 रन और कूप कोनोली 3 रन बनाकर आउट हो गए। ऑस्ट्रेलिया की बल्लेबाजी पूरी तरह से श्रीलंकाई गेंदबाजों के सामने बेबस दिखी और टीम 165 रन पर ऑल आउट हो गई। xyxy=(310,279,619,542)
story1-col1 xyxy=(30,300,165,905)
story4-col1: प्रधानमंत्री नरेंद्र मोदी और फ्रांस के राष्ट्रपति इमैनुएल मैक्रों ने बुधवार को दोनों देशों के बीच व्यापार और निवेश संबंधों को मजबूत करने की प्रतिबद्धता जताई। दोनों नेताओं ने फ्रांस के दक्षिणी तटीय शहर मार्सिले में भारतीय वाणिज्य दूतावास का उद्घाटन किया, जहां भारतीय समुदाय ने उनका गर्मजोशी से स्वागत किया। इस दौरान, प्रधानमंत्री मोदी और राष्ट्रपति मैक्रों ने दो विश्व युद्धों में शहीद हुए भारतीय सैनिकों को श्रद्धांजलि दी। भारत और फ्रांस के नेताओं के बीच इस बैठक में द्विपक्षीय रिश्तों के विभिन्न पहलुओं और वैश्विक व क्षेत्रीय मुद्दों पर चर्चा हुई। इस अवसर पर दोनों नेताओं ने भारत के ऊर्जा क्षेत्र में अपनी साझेदारी को और मजबूत करने की दिशा में कदम उठाने की प्रतिबद्धता जताई। इसके साथ ही, उन्होंने वैश्विक मंचों पर एक दूसरे के साथ मिलकर काम करने की आवश्यकता पर भी जोर दिया। प्रधानमंत्री मोदी और राष्ट्रपति मैक्रों ने संयुक्त राष्ट्र सुरक्षा परिषद (यूएनएससी) में सुधार की आवश्यकता पर भी जोर दिया। दोनों नेताओं ने इस बात पर सहमति जताई कि सुरक्षा परिषद के मामलों में सुधार की दिशा में xyxy=(39,1020,223,1438)
subheading: दुनिया में दुर्लभ मृदा खनिजों का भंडार: xyxy=(631,1319,778,1331)
market-tab: शेयर बाजार पर एक नजर xyxy=(46,12,212,42)
story8-col3: प्रतिशत), छत्तीसगढ़ (5.85 प्रतिशत), हरियाणा (5.1 प्रतिशत), और बिहार (5.06 प्रतिशत)। दिल्ली में यह 2.02 प्रतिशत रही। रेटिंग एजेंसी ICRA की मुख्य अर्थशास्त्री अदिति नायर ने कहा कि मुद्रास्फीति में तेजी से गिरावट के कारण रिजर्व बैंक (RBI) के फैसले को सही ठहराया है, जिसने मौद्रिक नीति में 0.25 प्रतिशत की कटौती की थी। xyxy=(826,1905,1007,2034)
story6-dateline: पेरिस, आरएनएस- xyxy=(1276,993,1371,1009)
story3-dateline: नई दिल्ली, आरएनएस- xyxy=(1061,286,1178,303)
photo-vegetables xyxy=(637,1636,812,1803)
story7-dateline: मुम्बई, आरएनएस- xyxy=(85,1664,180,1681)
footer-site-4 xyxy=(1231,2163,1617,2208)
story7-col2: सेवाओं के विभाग (DFS) के सचिव के रूप में कार्यरत थे। संजय मल्होत्रा का करियर विभिन्न महत्वपूर्ण पदों पर रहा है और वे भारतीय प्रशासनिक सेवा (IAS) के 1990 बैच के राजस्थान कैडर के अधिकारी रहे हैं। संजय मल्होत्रा की विशेषज्ञता और उनके अनुभव को देखते हुए उन्हें केंद्रीय बैंक का नेतृत्व सौंपा गया है। वे पहले भी सार्वजनिक क्षेत्र के उपक्रम, REC (Rural Electrification Corporation) के चेयरमैन और एमडी रहे हैं, जहां से वे इस संस्था के विकास और आर्थिक सचिव के रूप में भी कार्य कर चुके हैं। उनके कार्यकाल में मुद्रा नीति और महत्वपूर्ण निर्णय लिए गए हैं, जो देश की वित्तीय स्थिरता और विकास में योगदान देने वाले रहे हैं। xyxy=(240,1817,421,2063)
paragraph: कारोबारी सप्ताह के तीसरे दिन भारतीय शेयर बाजार में गिरावट रही, और दोनों प्रमुख सूचकांक सेंसेक्स और निफ्टी रेड जोन में बंद हुए। बीएसई पर सेंसेक्स 122 अंकों की गिरावट के साथ 76,171.08 पर क्लोज हुआ, जबकि एनएसई पर निफ्टी 0.12 प्रतिशत की गिरावट के साथ 23,045.25 पर बंद हुआ। xyxy=(1031,1656,1215,1768)
story3-summary: ऑस्ट्रेलियाई क्रिकेट टीम के युवा स्पिनर मैथ्यू कुहनेमन के लिए एक नई परेशानी खड़ी हो गई है, जब उन्हें श्रीलंका के दौरे के दौरान अपने गेंदबाजी एक्शन के संदिग्ध होने के लिए रिपोर्ट किया गया। यह रिपोर्ट गाले में खेले गए श्रीलंका और ऑस्ट्रेलिया के बीच दूसरे टेस्ट मैच के बाद की गई। xyxy=(1026,209,1610,274)
story5-headline: यूएस राष्ट्रपति ट्रंप का जेलेस्की को टो टूक xyxy=(712,897,1121,930)
press-label: PRESS xyxy=(1238,2196,1263,2204)
paragraph: यूक्रेन का भंडार यूरोप का सबसे बड़ा है, और यह देश दुर्लभ मृदा खनिजों के एक प्रमुख आपूर्तिकर्ता के रूप में उभर सकता है। हालांकि, यूक्रेन में खनन के लिए चुनौतियां हैं, क्योंकि कई खनिज इसके केंद्रीय क्षेत्रों में फैले हुए हैं और रूस पहले ही यूक्रेन के कब्जे माल पर अपनी नजरें जमाए हुए है। xyxy=(828,1305,1007,1412)
story1-kicker: ऑस्ट्रेलिया को हराने में श्रीलंका को लग गये लगभग तीन साल xyxy=(42,224,621,265)
footer-site-1 xyxy=(21,2163,407,2208)
